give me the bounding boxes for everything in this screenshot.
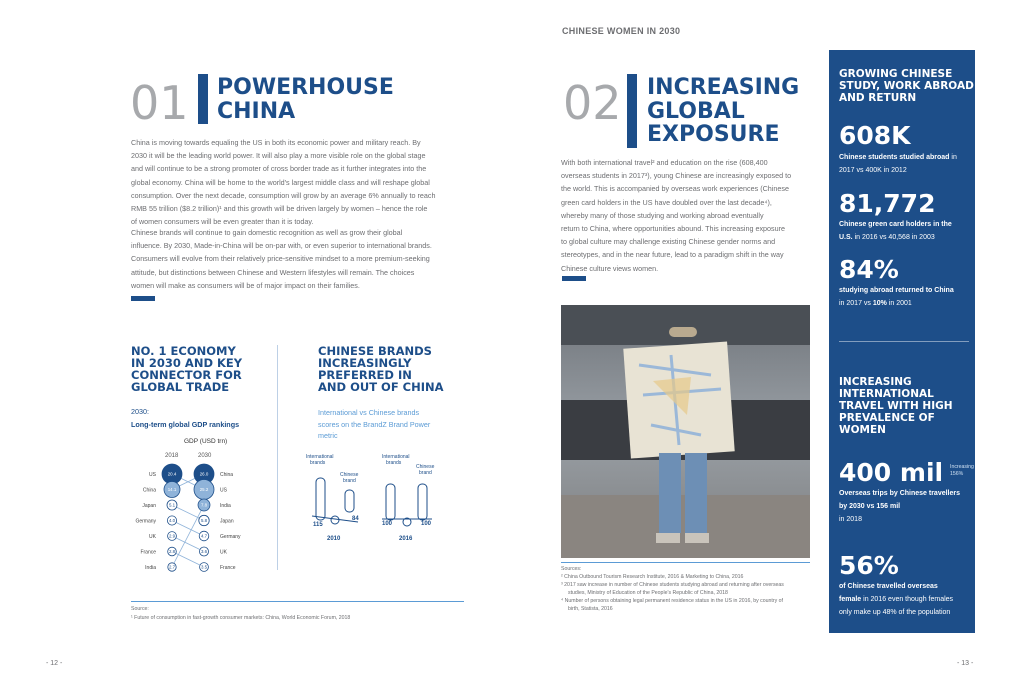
section1-title-line1: POWERHOUSE (217, 75, 394, 100)
text-line: of women consumers will be even greater than it is today. (131, 217, 314, 227)
caption-bold: female (839, 596, 862, 603)
source-line: birth, Statista, 2016 (568, 606, 613, 612)
gdp-value-2030: 7.8 (200, 502, 208, 508)
column-divider (277, 345, 278, 570)
gdp-connector (172, 552, 204, 568)
section1-title-line2: CHINA (217, 98, 296, 124)
stat-608k: 608K (839, 121, 911, 150)
source-line: ⁴ Number of persons obtaining legal permanent residence status in the US in 2016, by country of (561, 598, 783, 604)
caption-bold: of Chinese travelled overseas (839, 583, 938, 590)
gdp-country-right: India (220, 503, 231, 509)
caption-text: only make up 48% of the population (839, 609, 951, 616)
gdp-country-left: US (149, 472, 156, 478)
source-rule-left (131, 601, 464, 602)
stat-608k-caption (839, 151, 971, 177)
running-header: CHINESE WOMEN IN 2030 (562, 26, 681, 36)
gdp-country-right: China (220, 472, 234, 478)
value-2016-intl: 100 (382, 521, 393, 527)
sources-label: Sources: (561, 566, 582, 572)
gdp-rows (135, 464, 241, 571)
page-number-right: - 13 - (957, 660, 974, 667)
gdp-value-2030: 3.6 (200, 549, 208, 555)
text-line: the world. This is accompanied by overseas work experiences (Chinese (561, 184, 789, 194)
source-line: studies, Ministry of Education of the People's Republic of China, 2018 (568, 590, 728, 596)
side-text: 156% (950, 471, 964, 477)
section2-title-line1: INCREASING (647, 75, 800, 100)
heading-line: WOMEN (839, 424, 886, 436)
heading-line: STUDY, WORK ABROAD (839, 80, 974, 92)
stat-81772: 81,772 (839, 189, 936, 218)
gdp-country-left: India (145, 565, 156, 571)
heading-line: PREFERRED IN (318, 368, 412, 382)
title-bar (198, 74, 208, 124)
heading-line: INTERNATIONAL (839, 388, 934, 400)
pivot-2010 (331, 516, 339, 524)
section2-title-line2: GLOBAL (647, 98, 745, 124)
page-number-left: - 12 - (46, 660, 63, 667)
stats-panel (829, 50, 975, 633)
text-line: Chinese brands will continue to gain domestic recognition as well as grow their global (131, 228, 403, 237)
section2-title-line3: EXPOSURE (647, 122, 780, 148)
caption-text: 2017 vs 400K in 2012 (839, 167, 907, 174)
gdp-value-2018: 5.1 (168, 502, 176, 508)
label-cn-2016-1: Chinese (416, 464, 435, 470)
economy-label: 2030: (131, 407, 149, 416)
economy-heading (131, 345, 242, 393)
caption-bold: Overseas trips by Chinese travellers (839, 490, 961, 497)
brand-scale-chart (300, 450, 460, 545)
text-line: stereotypes, and in the near future, lead to a paradigm shift in the way (561, 250, 784, 260)
bar-2010-intl (316, 478, 325, 520)
gdp-country-right: Germany (220, 534, 241, 540)
text-line: China is moving towards equaling the US in both its economic power and military reach. By (131, 138, 421, 147)
heading-line: GROWING CHINESE (839, 68, 953, 80)
section1-title (217, 76, 394, 123)
heading-line: AND OUT OF CHINA (318, 380, 444, 394)
panel-heading-2 (839, 376, 953, 436)
source-line: ³ 2017 saw increase in number of Chinese students studying abroad and returning after overseas (561, 582, 784, 588)
caption-text: in 2001 (888, 300, 912, 307)
bar-2010-cn (345, 490, 354, 512)
economy-sublabel: Long-term global GDP rankings (131, 420, 240, 429)
gdp-ranking-chart (128, 432, 258, 580)
gdp-country-left: UK (149, 534, 156, 540)
source-text-left: ¹ Future of consumption in fast-growth consumer markets: China, World Economic Forum, 2018 (131, 615, 351, 621)
gdp-value-2018: 4.0 (168, 518, 176, 524)
gdp-country-left: France (140, 549, 156, 556)
caption-text: in 2016 even though females (863, 596, 954, 603)
heading-line: NO. 1 ECONOMY (131, 344, 236, 358)
text-line: global economy. China will be home to the world's largest middle class and will reshape global (131, 177, 430, 187)
heading-line: TRAVEL WITH HIGH (839, 400, 953, 412)
section1-paragraph1 (131, 136, 471, 228)
caption-text: in 2018 (839, 516, 862, 523)
text-line: whereby many of those studying and working abroad eventually (561, 210, 764, 220)
text-line: With both international travel² and education on the rise (608,400 (561, 158, 768, 167)
title-bar-2 (627, 74, 637, 148)
value-2010-cn: 84 (352, 516, 359, 522)
section1-paragraph2 (131, 226, 471, 292)
gdp-value-2018: 2.8 (168, 549, 176, 555)
heading-line: PREVALENCE OF (839, 412, 935, 424)
gdp-value-2030: 4.7 (200, 533, 208, 539)
value-2010-intl: 115 (313, 522, 323, 528)
stat-400mil-caption (839, 487, 971, 526)
text-line: women will make as consumers will be of major impact on their families. (131, 280, 360, 290)
text-line: Consumers will evolve from their relatively price-sensitive mindset to a more premium-seeking (131, 254, 430, 264)
gdp-value-2030: 25.2 (199, 487, 209, 493)
gdp-country-left: Japan (142, 503, 156, 509)
caption-bold: 10% (872, 300, 887, 307)
accent-dash (131, 296, 155, 301)
caption-bold: Chinese green card holders in the (839, 221, 952, 228)
section2-title (647, 76, 799, 147)
gdp-country-left: Germany (135, 518, 156, 525)
caption-bold: U.S. (839, 234, 853, 241)
gdp-value-2018: 2.9 (168, 533, 176, 539)
label-cn-2016-2: brand (419, 470, 432, 476)
bar-2016-cn (418, 484, 427, 520)
stat-56pct-caption (839, 580, 971, 619)
year-2018: 2018 (165, 453, 179, 459)
text-line: 2030 it will be the leading world power. It will also play a more visible role on the global stage (131, 151, 426, 161)
text-line: and will continue to be a strong promoter of cross border trade as it further integrates into the (131, 164, 427, 174)
panel-heading-1 (839, 68, 974, 104)
brands-description (318, 407, 430, 442)
source-rule-right (561, 562, 810, 563)
label-cn-2010-2: brand (343, 478, 356, 484)
gdp-value-2030: 3.5 (200, 564, 208, 570)
text-line: overseas students in 2017³), young Chinese are increasingly exposed to (561, 171, 792, 181)
section2-paragraph (561, 156, 819, 275)
year-2010: 2010 (327, 536, 341, 542)
label-cn-2010-1: Chinese (340, 472, 359, 478)
gdp-value-2018: 20.4 (167, 471, 177, 477)
accent-dash-2 (562, 276, 586, 281)
gdp-country-left: China (142, 487, 156, 494)
stat-81772-caption (839, 218, 971, 244)
text-line: green card holders in the US have doubled over the last decade⁴), (561, 197, 772, 207)
gdp-value-2030: 5.8 (200, 518, 208, 524)
gdp-title: GDP (USD trn) (184, 438, 228, 445)
stat-84pct: 84% (839, 255, 899, 284)
caption-bold: studying abroad returned to China (839, 287, 954, 294)
year-2030: 2030 (198, 453, 212, 459)
section-number-01: 01 (130, 76, 189, 130)
gdp-value-2018: 14.1 (167, 487, 177, 493)
text-line: to global culture may challenge existing Chinese gender norms and (561, 237, 776, 247)
heading-line: INCREASINGLY (318, 356, 412, 370)
text-line: influence. By 2030, Made-in-China will be on-par with, or even superior to international brands. (131, 241, 432, 251)
panel-divider (839, 341, 969, 342)
text-line: scores on the BrandZ Brand Power (318, 419, 431, 429)
value-2016-cn: 100 (421, 521, 432, 527)
gdp-country-right: UK (220, 549, 227, 556)
stat-84pct-caption (839, 284, 971, 310)
text-line: metric (318, 431, 338, 440)
caption-text: in (951, 154, 957, 161)
caption-bold: Chinese students studied abroad (839, 154, 950, 161)
label-intl-2010-1: International (306, 454, 334, 460)
caption-bold: by 2030 vs 156 mil (839, 503, 901, 510)
text-line: International vs Chinese brands (318, 408, 420, 417)
text-line: Chinese culture views women. (561, 263, 659, 273)
heading-line: IN 2030 AND KEY (131, 356, 243, 370)
label-intl-2016-2: brands (386, 460, 402, 466)
gdp-value-2018: 2.7 (168, 564, 176, 570)
caption-text: in 2017 vs (839, 300, 871, 307)
brands-heading (318, 345, 444, 393)
text-line: attitude, but distinctions between Chinese and Western lifestyles will remain. The choices (131, 267, 415, 277)
text-line: return to China, where opportunities abound. This increasing exposure (561, 224, 786, 234)
gdp-country-right: Japan (220, 518, 234, 525)
caption-text: in 2016 vs 40,568 in 2003 (854, 234, 935, 241)
heading-line: GLOBAL TRADE (131, 380, 230, 394)
stat-400mil-side (950, 464, 974, 478)
text-line: consumption. Over the next decade, consumption will grow by an average 6% annually to reach (131, 190, 436, 200)
heading-line: INCREASING (839, 376, 912, 388)
label-intl-2016-1: International (382, 454, 410, 460)
text-line: RMB 55 trillion ($8.2 trillion)¹ and this growth will be driven largely by women – hence the role (131, 204, 428, 214)
gdp-value-2030: 26.0 (199, 471, 209, 477)
gdp-country-right: France (220, 565, 236, 571)
heading-line: AND RETURN (839, 92, 917, 104)
section-number-02: 02 (563, 76, 622, 130)
stat-56pct: 56% (839, 551, 899, 580)
gdp-connector (172, 536, 204, 552)
heading-line: CHINESE BRANDS (318, 344, 432, 358)
side-text: Increasing (950, 464, 974, 470)
sources-right (561, 565, 811, 613)
woman-reading-map-photo (561, 305, 810, 558)
gdp-country-right: US (220, 487, 227, 494)
heading-line: CONNECTOR FOR (131, 368, 242, 382)
stat-400mil: 400 mil (839, 458, 944, 487)
bar-2016-intl (386, 484, 395, 520)
source-label-left: Source: (131, 606, 149, 612)
source-line: ² China Outbound Tourism Research Institute, 2016 & Marketing to China, 2016 (561, 574, 744, 580)
label-intl-2010-2: brands (310, 460, 326, 466)
year-2016: 2016 (399, 536, 413, 542)
